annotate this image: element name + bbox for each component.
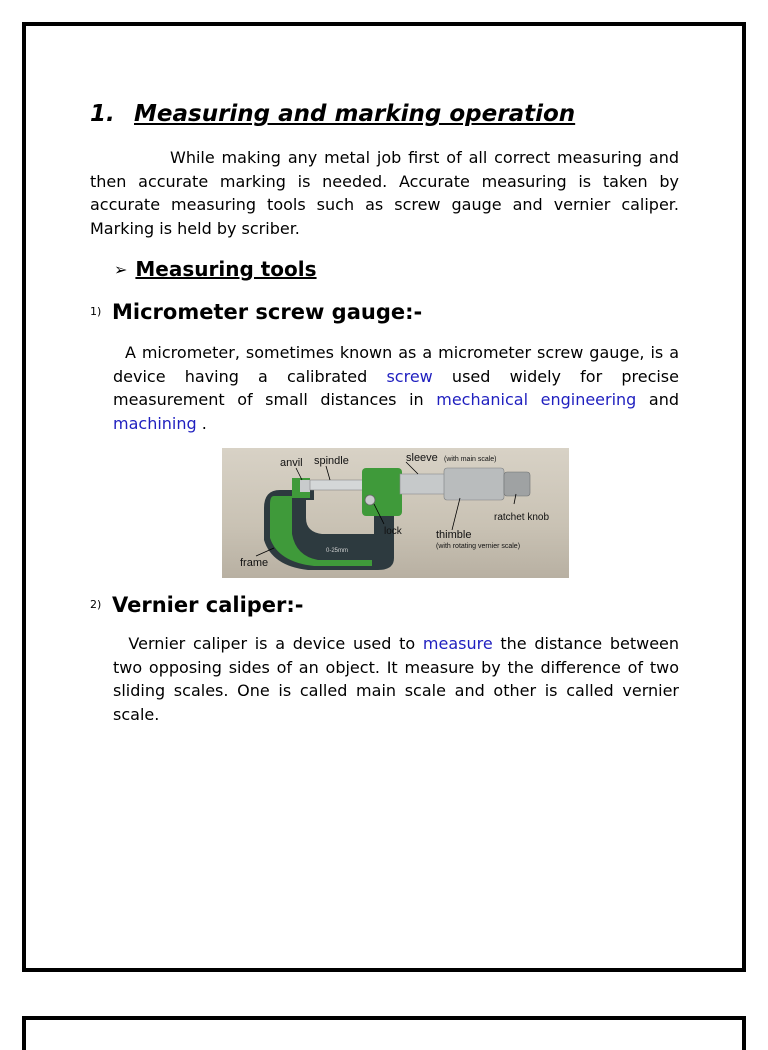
text-run: the distance between two opposing sides of an object. It measure by the difference of two sliding scales. One is called main scale and other is called vernier scale.: [113, 634, 680, 724]
thimble: [444, 468, 504, 500]
label-thimble: thimble: [436, 529, 472, 541]
text-run: Vernier caliper is a device used to: [128, 634, 423, 653]
text-run: A micrometer, sometimes known as a micrometer screw gauge, is a device having a calibrated: [113, 343, 680, 386]
label-frame: frame: [240, 557, 269, 569]
text-run: .: [196, 413, 207, 433]
item-heading-micrometer: [90, 300, 422, 324]
item-marker: 2): [90, 597, 102, 611]
ratchet-knob: [504, 472, 530, 496]
text-run: and: [636, 390, 680, 409]
subsection-title: Measuring tools: [135, 257, 317, 281]
micrometer-figure: [222, 448, 569, 578]
item-title: Vernier caliper:-: [112, 593, 304, 617]
arrow-bullet-icon: ➢: [114, 260, 128, 279]
vernier-paragraph: [113, 632, 679, 726]
text-run: used widely for precise measurement of small distances in: [113, 366, 679, 409]
label-lock: lock: [384, 526, 402, 537]
next-page-border: [22, 1016, 746, 1050]
item-title: Micrometer screw gauge:-: [112, 300, 423, 324]
sleeve: [400, 474, 446, 494]
section-number: 1.: [90, 101, 115, 127]
label-ratchet: ratchet knob: [494, 512, 550, 523]
link-mechanical-engineering[interactable]: mechanical engineering: [436, 390, 637, 409]
intro-text: While making any metal job first of all correct measuring and then accurate marking is needed. Accurate measuring is taken by accurate measuring tools such as screw gauge and vernier caliper. Marking is held by scriber.: [90, 148, 679, 238]
micrometer-paragraph: [113, 341, 679, 435]
label-engraving: 0-25mm: [326, 548, 349, 554]
label-sleeve-note: (with main scale): [444, 456, 497, 463]
label-spindle: spindle: [314, 455, 349, 467]
label-thimble-note: (with rotating vernier scale): [436, 543, 521, 550]
label-anvil: anvil: [280, 457, 303, 469]
subsection-heading: [114, 257, 317, 281]
lock-knob: [365, 495, 375, 505]
label-sleeve: sleeve: [406, 452, 438, 464]
intro-paragraph: [90, 146, 679, 240]
item-heading-vernier: [90, 593, 304, 617]
link-machining[interactable]: machining: [113, 413, 197, 433]
micrometer-illustration: [222, 448, 569, 578]
anvil-face: [300, 480, 310, 492]
link-screw[interactable]: screw: [386, 366, 433, 386]
section-title: Measuring and marking operation: [134, 101, 576, 127]
section-heading: [90, 101, 575, 127]
body-block: [362, 468, 402, 516]
item-marker: 1): [90, 304, 102, 318]
link-measure[interactable]: measure: [422, 634, 493, 653]
